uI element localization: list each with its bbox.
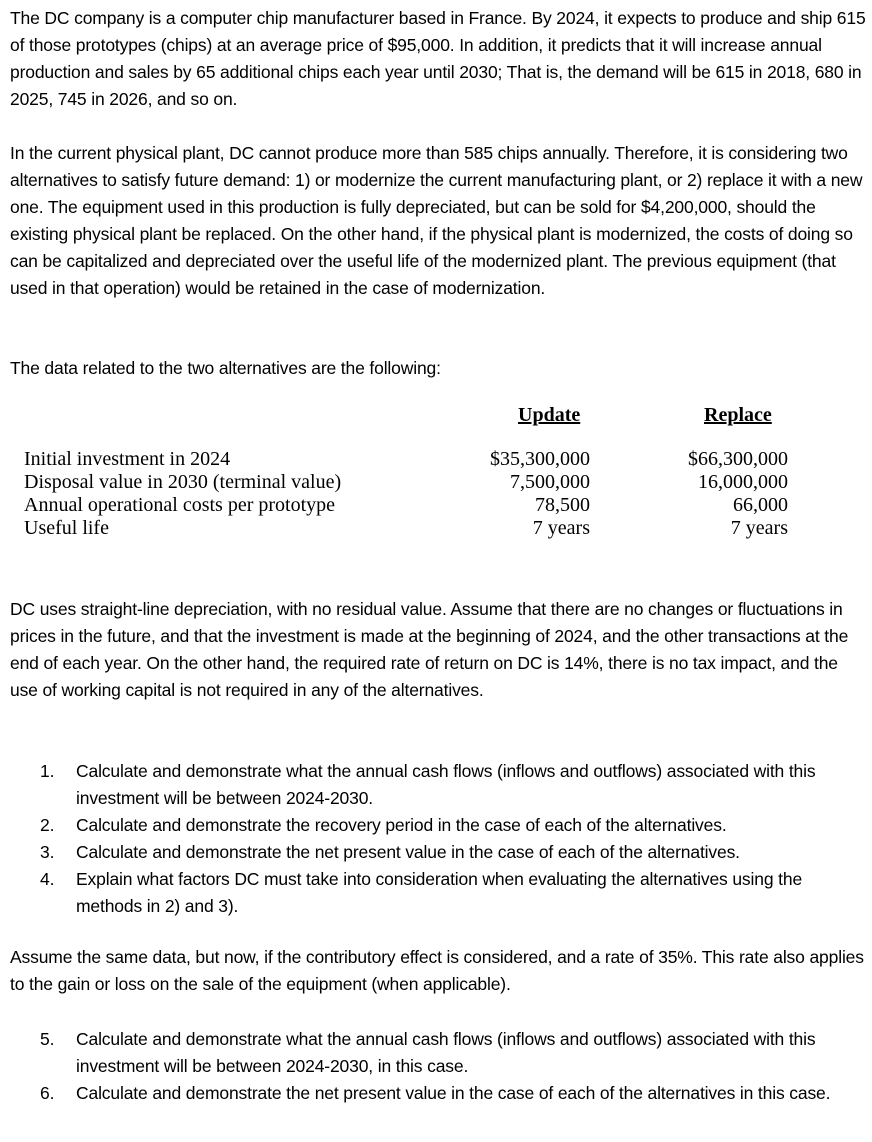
replace-value: $66,300,000 — [688, 448, 788, 470]
list-item — [40, 1080, 870, 1107]
plant-paragraph: In the current physical plant, DC cannot produce more than 585 chips annually. Therefore, it is considering two alternatives to satisfy future demand: 1) or modernize the current manufacturing plant, or 2) replace it with a new one. The equipment used in this production is fully depreciated, but can be sold for $4,200,000, should the existing physical plant be replaced. On the other hand, if the physical plant is modernized, the costs of doing so can be capitalized and depreciated over the useful life of the modernized plant. The previous equipment (that used in that operation) would be retained in the case of modernization. — [10, 143, 863, 298]
item-number: 5. — [40, 1029, 55, 1049]
item-number: 2. — [40, 815, 55, 835]
list-item — [40, 866, 870, 920]
row-label: Disposal value in 2030 (terminal value) — [24, 471, 342, 493]
update-value: 78,500 — [535, 494, 590, 516]
item-text: Calculate and demonstrate what the annual cash flows (inflows and outflows) associated with this investment will be between 2024-2030, in this case. — [76, 1029, 816, 1076]
list-item — [40, 839, 870, 866]
list-item — [40, 758, 870, 812]
row-label: Annual operational costs per prototype — [24, 494, 336, 516]
replace-value: 16,000,000 — [698, 471, 788, 493]
assumptions-paragraph: DC uses straight-line depreciation, with no residual value. Assume that there are no changes or fluctuations in prices in the future, and that the investment is made at the beginning of 2024, and the other transactions at the end of each year. On the other hand, the required rate of return on DC is 14%, there is no tax impact, and the use of working capital is not required in any of the alternatives. — [10, 599, 849, 700]
tax-paragraph: Assume the same data, but now, if the contributory effect is considered, and a rate of 35%. This rate also applies to the gain or loss on the sale of the equipment (when applicable). — [10, 947, 864, 994]
update-values — [420, 448, 590, 540]
column-header-replace: Replace — [704, 404, 772, 426]
questions-list-part-two — [40, 1026, 870, 1107]
table-row-labels — [24, 448, 404, 540]
item-text: Calculate and demonstrate what the annual cash flows (inflows and outflows) associated with this investment will be between 2024-2030. — [76, 761, 816, 808]
row-label: Initial investment in 2024 — [24, 448, 231, 470]
item-text: Explain what factors DC must take into consideration when evaluating the alternatives using the methods in 2) and 3). — [76, 869, 803, 916]
row-label: Useful life — [24, 517, 109, 539]
questions-list-part-one — [40, 758, 870, 920]
item-number: 4. — [40, 869, 55, 889]
item-number: 1. — [40, 761, 55, 781]
data-intro-paragraph: The data related to the two alternatives are the following: — [10, 358, 441, 378]
update-value: $35,300,000 — [490, 448, 590, 470]
update-value: 7 years — [532, 517, 590, 539]
replace-value: 66,000 — [733, 494, 788, 516]
item-text: Calculate and demonstrate the net present value in the case of each of the alternatives in this case. — [76, 1083, 831, 1103]
column-header-update: Update — [518, 404, 581, 426]
item-number: 6. — [40, 1083, 55, 1103]
item-text: Calculate and demonstrate the recovery period in the case of each of the alternatives. — [76, 815, 727, 835]
list-item — [40, 812, 870, 839]
replace-values — [610, 448, 788, 540]
item-text: Calculate and demonstrate the net present value in the case of each of the alternatives. — [76, 842, 740, 862]
intro-paragraph: The DC company is a computer chip manufacturer based in France. By 2024, it expects to produce and ship 615 of those prototypes (chips) at an average price of $95,000. In addition, it predicts that it will increase annual production and sales by 65 additional chips each year until 2030; That is, the demand will be 615 in 2018, 680 in 2025, 745 in 2026, and so on. — [10, 8, 866, 109]
update-value: 7,500,000 — [510, 471, 590, 493]
item-number: 3. — [40, 842, 55, 862]
list-item — [40, 1026, 870, 1080]
replace-value: 7 years — [730, 517, 788, 539]
